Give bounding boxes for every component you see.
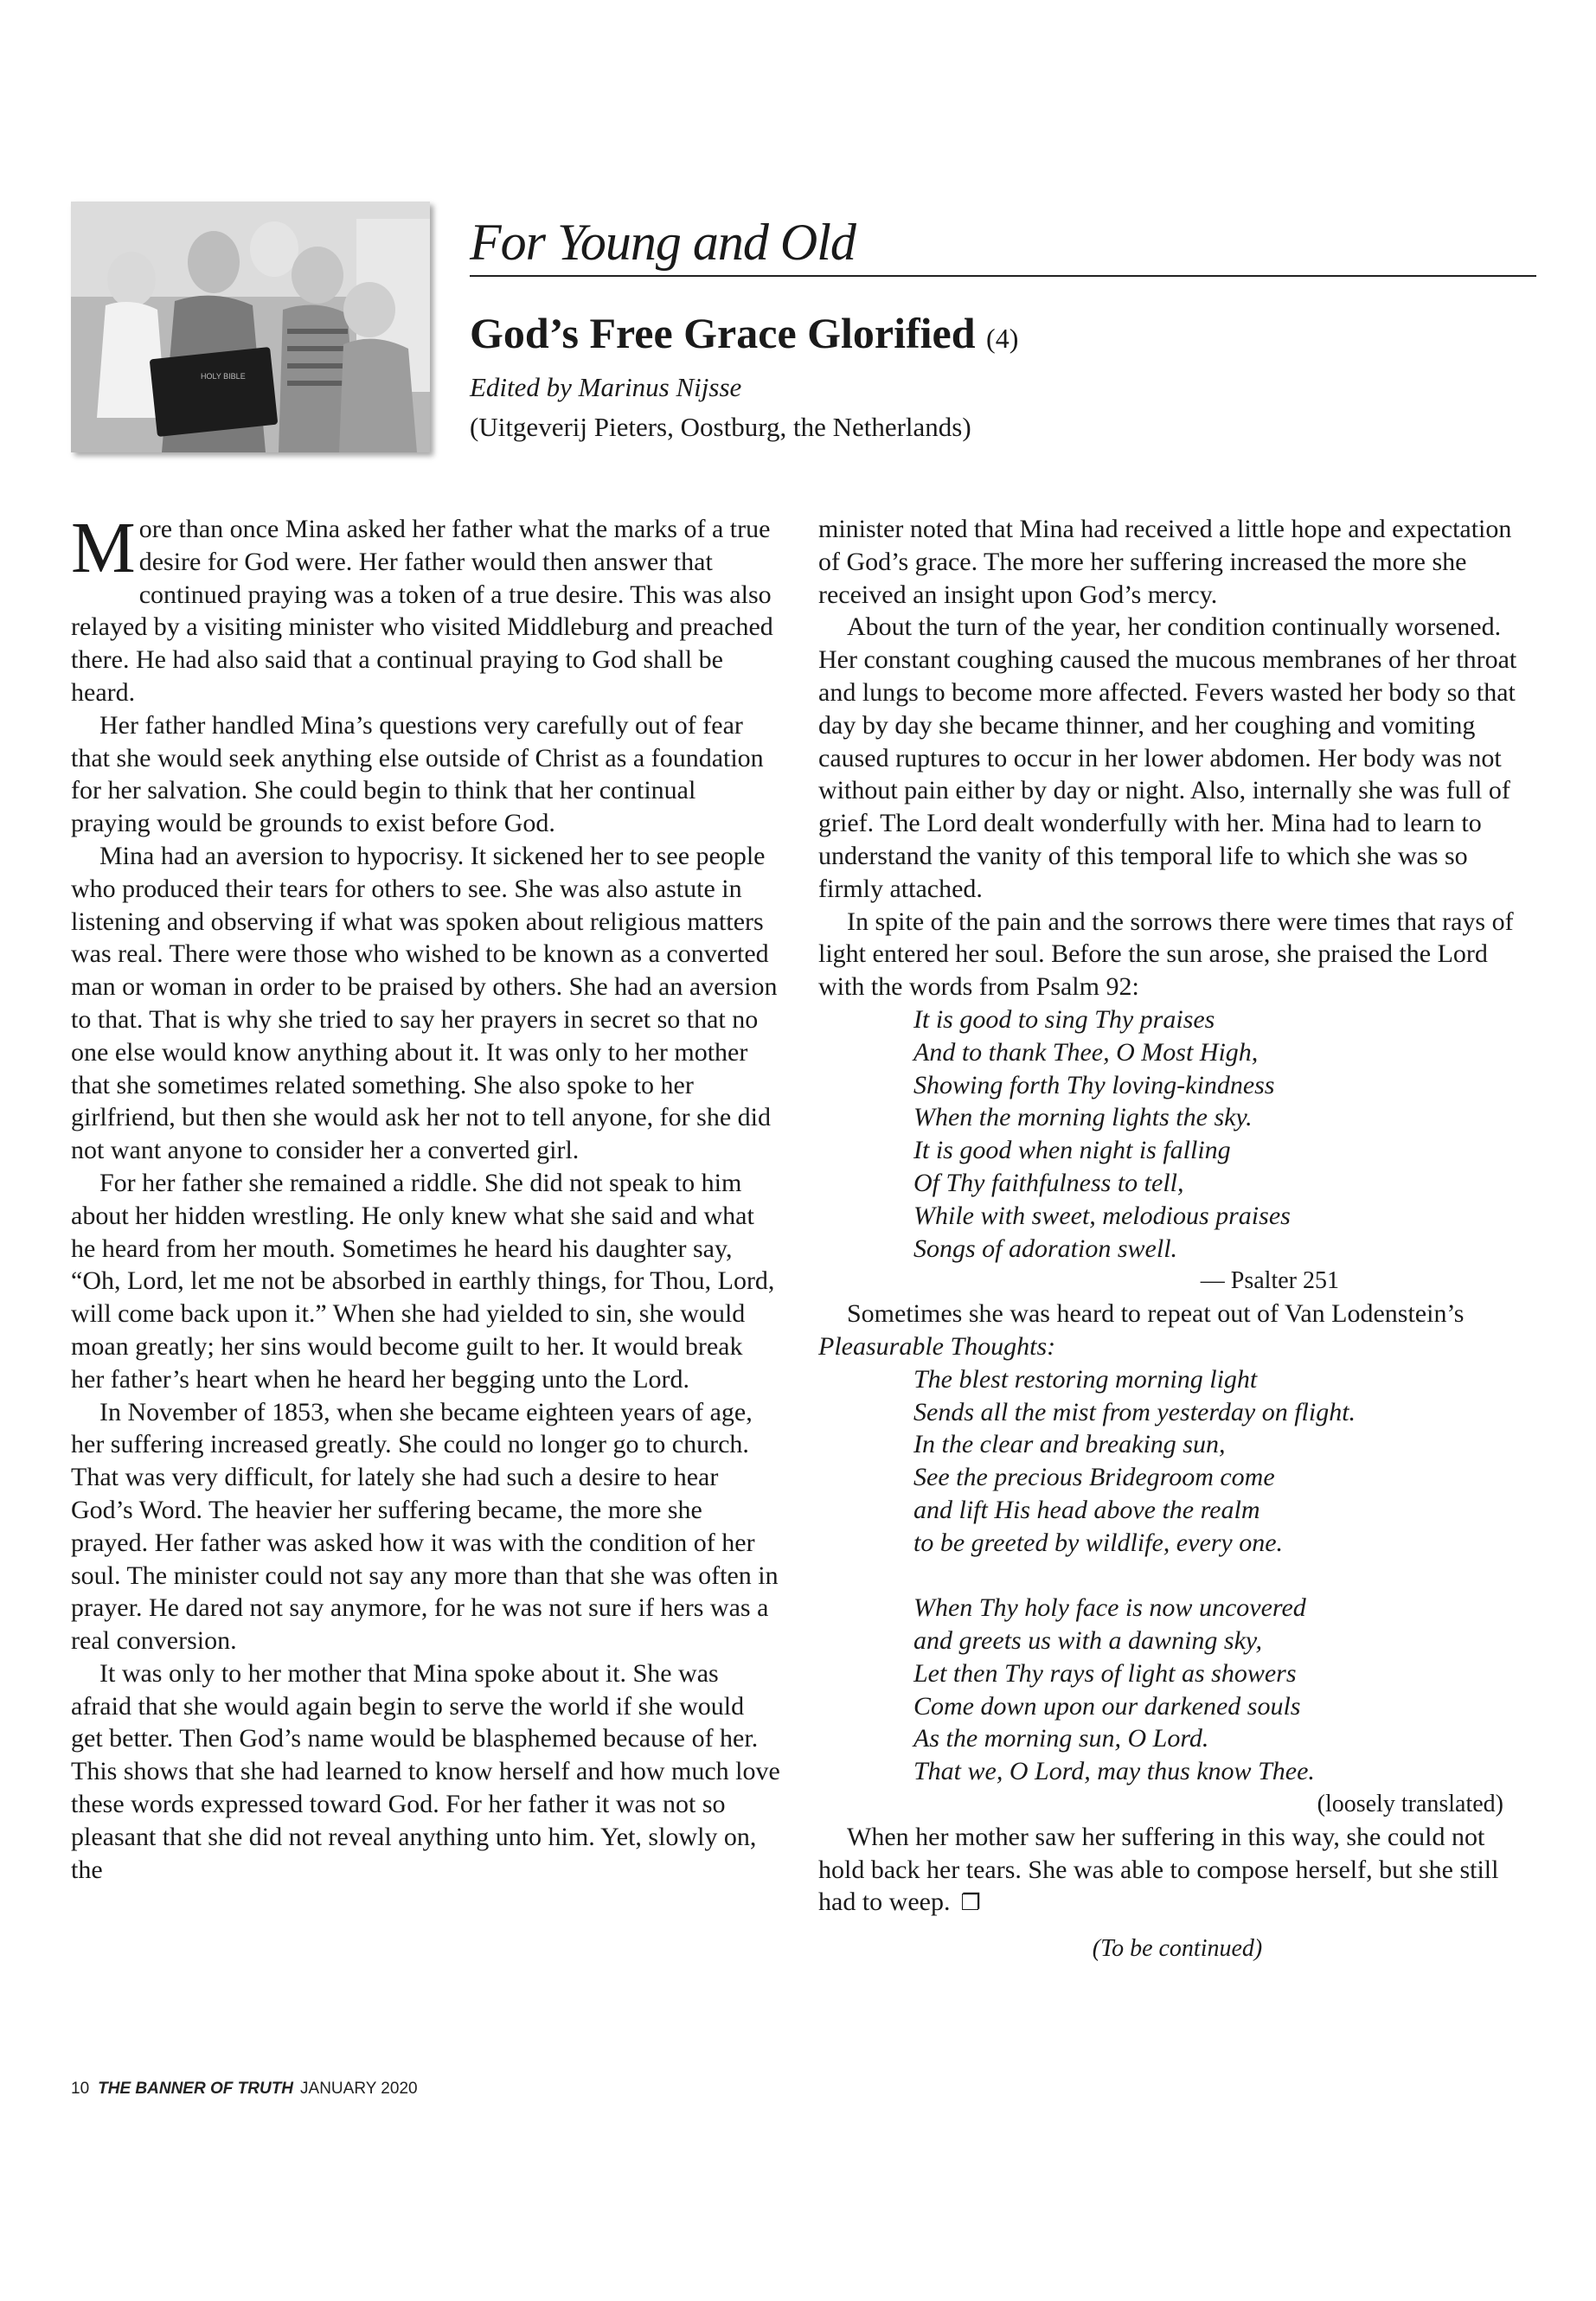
end-mark-icon: ❐ bbox=[960, 1890, 981, 1917]
paragraph-10-text: Sometimes she was heard to repeat out of Van Lodenstein’s bbox=[847, 1299, 1465, 1329]
translation-note: (loosely translated) bbox=[1317, 1791, 1503, 1818]
left-column bbox=[71, 508, 780, 1886]
poem-line: The blest restoring morning light bbox=[913, 1364, 1258, 1394]
paragraph-4: For her father she remained a riddle. She did not speak to him about her hidden wrestling. He only knew what she said and what he heard from her mouth. Sometimes he heard his daughter say, “Oh, Lord, let me not be absorbed in earthly things, for Thou, Lord, will come back upon it.” When she had yielded to sin, she would moan greatly; her sins would become guilt to her. It would break her father’s heart when he heard her begging unto the Lord. bbox=[71, 1168, 775, 1394]
page-number: 10 bbox=[71, 2080, 90, 2098]
bible-cover-text: HOLY BIBLE bbox=[201, 372, 246, 381]
article-part-number: (4) bbox=[986, 323, 1019, 354]
publisher-line: (Uitgeverij Pieters, Oostburg, the Netherlands) bbox=[470, 412, 971, 442]
psalter-attribution: — Psalter 251 bbox=[1200, 1267, 1339, 1295]
poem-line: Of Thy faithfulness to tell, bbox=[913, 1168, 1184, 1197]
paragraph-2: Her father handled Mina’s questions very carefully out of fear that she would seek anything else outside of Christ as a foundation for her salvation. She could begin to think that her continual praying would be grounds to exist before God. bbox=[71, 710, 764, 838]
poem-line: When the morning lights the sky. bbox=[913, 1103, 1253, 1132]
paragraph-11 bbox=[818, 1821, 1536, 1920]
family-bible-photo bbox=[71, 202, 430, 452]
to-be-continued: (To be continued) bbox=[1092, 1935, 1263, 1963]
paragraph-5: In November of 1853, when she became eighteen years of age, her suffering increased greatly. She could no longer go to church. That was very difficult, for lately she had such a desire to hear God’s Word. The heavier her suffering became, the more she prayed. Her father was asked how it was with the condition of her soul. The minister could not say any more than that she was often in prayer. He dared not say anymore, for he was not sure if hers was a real conversion. bbox=[71, 1397, 779, 1656]
paragraph-1-text: ore than once Mina asked her father what the marks of a true desire for God were. Her father would then answer that continued praying was a token of a true desire. This was also relayed by a visiting minister who visited Middleburg and preached there. He had also said that a continual praying to God shall be heard. bbox=[71, 515, 773, 707]
poem-line: Songs of adoration swell. bbox=[913, 1234, 1178, 1263]
article-title-text: God’s Free Grace Glorified bbox=[470, 309, 976, 357]
byline: Edited by Marinus Nijsse bbox=[470, 372, 742, 402]
poem-line: Let then Thy rays of light as showers bbox=[913, 1658, 1297, 1688]
right-column bbox=[818, 513, 1536, 1965]
poem-line: While with sweet, melodious praises bbox=[913, 1201, 1291, 1230]
book-title: Pleasurable Thoughts: bbox=[818, 1331, 1056, 1361]
issue-date: JANUARY 2020 bbox=[300, 2080, 418, 2098]
psalter-poem bbox=[818, 1003, 1536, 1265]
poem-line: See the precious Bridegroom come bbox=[913, 1463, 1275, 1492]
poem-line: As the morning sun, O Lord. bbox=[913, 1724, 1209, 1753]
poem-line: Come down upon our darkened souls bbox=[913, 1691, 1301, 1721]
poem-line: In the clear and breaking sun, bbox=[913, 1430, 1226, 1459]
section-title: For Young and Old bbox=[470, 214, 856, 271]
poem-line: and lift His head above the realm bbox=[913, 1495, 1260, 1524]
stanza-gap bbox=[913, 1560, 1536, 1593]
drop-cap: M bbox=[71, 508, 136, 588]
article-title bbox=[470, 310, 1018, 357]
paragraph-10 bbox=[818, 1298, 1536, 1363]
poem-line: And to thank Thee, O Most High, bbox=[913, 1037, 1259, 1067]
paragraph-7: minister noted that Mina had received a little hope and expectation of God’s grace. The more her suffering increased the more she received an insight upon God’s mercy. bbox=[818, 515, 1512, 609]
paragraph-6: It was only to her mother that Mina spoke about it. She was afraid that she would again begin to serve the world if she would get better. Then God’s name would be blasphemed because of her. This shows that she had learned to know herself and how much love these words expressed toward God. For her father it was not so pleasant that she did not reveal anything unto him. Yet, slowly on, the bbox=[71, 1658, 780, 1884]
title-rule bbox=[470, 275, 1536, 277]
poem-line: to be greeted by wildlife, every one. bbox=[913, 1528, 1284, 1557]
paragraph-9: In spite of the pain and the sorrows there were times that rays of light entered her soul. Before the sun arose, she praised the Lord with the words from Psalm 92: bbox=[818, 907, 1514, 1002]
page-footer bbox=[71, 2080, 418, 2099]
poem-line: Sends all the mist from yesterday on flight. bbox=[913, 1397, 1356, 1426]
paragraph-1 bbox=[71, 508, 780, 709]
poem-line: That we, O Lord, may thus know Thee. bbox=[913, 1757, 1315, 1786]
poem-line: It is good to sing Thy praises bbox=[913, 1004, 1215, 1034]
poem-line: and greets us with a dawning sky, bbox=[913, 1626, 1263, 1656]
paragraph-11-text: When her mother saw her suffering in this way, she could not hold back her tears. She was able to compose herself, but she still had to weep. bbox=[818, 1822, 1499, 1917]
paragraph-3: Mina had an aversion to hypocrisy. It sickened her to see people who produced their tears for others to see. She was also astute in listening and observing if what was spoken about religious matters was real. There were those who wished to be known as a converted man or woman in order to be praised by others. She had an aversion to that. That is why she tried to say her prayers in secret so that no one else would know anything about it. It was only to her mother that she sometimes related something. She also spoke to her girlfriend, but then she would ask her not to tell anyone, for she did not want anyone to consider her a converted girl. bbox=[71, 841, 778, 1165]
lodenstein-poem bbox=[818, 1363, 1536, 1788]
paragraph-8: About the turn of the year, her condition continually worsened. Her constant coughing caused the mucous membranes of her throat and lungs to become more affected. Fevers wasted her body so that day by day she became thinner, and her coughing and vomiting caused ruptures to occur in her lower abdomen. Her body was not without pain either by day or night. Also, internally she was full of grief. The Lord dealt wonderfully with her. Mina had to learn to understand the vanity of this temporal life to which she was so firmly attached. bbox=[818, 612, 1517, 903]
poem-line: When Thy holy face is now uncovered bbox=[913, 1593, 1306, 1623]
poem-line: Showing forth Thy loving-kindness bbox=[913, 1070, 1275, 1099]
photo-illustration bbox=[71, 202, 430, 452]
magazine-name: THE BANNER OF TRUTH bbox=[98, 2080, 294, 2098]
poem-line: It is good when night is falling bbox=[913, 1136, 1231, 1165]
